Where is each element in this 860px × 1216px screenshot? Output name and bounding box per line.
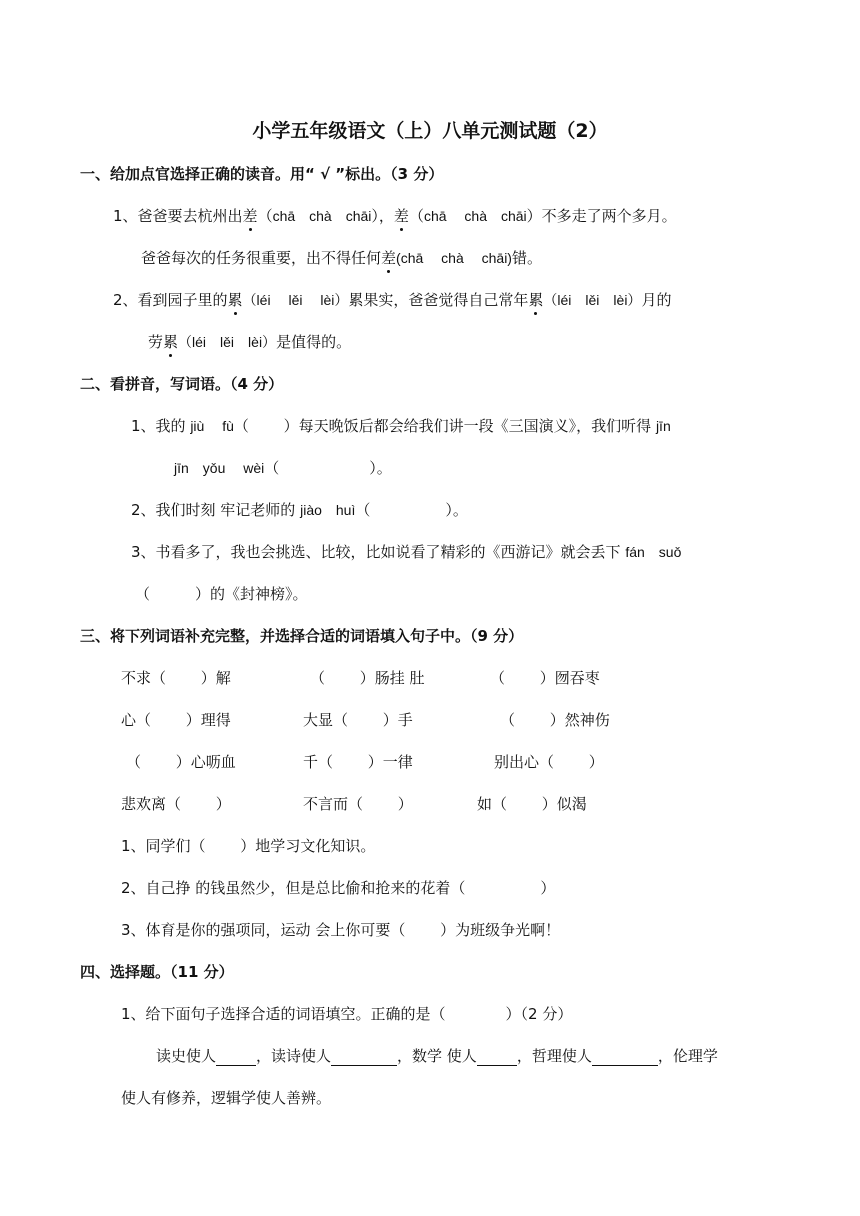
s1-q2-line1 — [113, 290, 671, 310]
section-2-heading: 二、看拼音，写词语。（4 分） — [80, 375, 284, 393]
idiom-cell[interactable]: （ ）囫吞枣 — [490, 669, 600, 687]
s2-q3-pre: 3、书看多了，我也会挑选、比较，比如说看了精彩的《西游记》就会丢下 — [131, 543, 626, 561]
s3-sentence-3[interactable]: 3、体育是你的强项同，运动 会上你可要（ ）为班级争光啊！ — [121, 921, 561, 939]
idiom-cell[interactable]: 悲欢离（ ） — [121, 795, 231, 813]
answer-blank[interactable]: （ ）。 — [355, 501, 468, 519]
s1-q1-paren: （ — [257, 207, 273, 225]
s1-q2-mid: 累果实，爸爸觉得自己常年 — [348, 291, 529, 309]
pinyin-options[interactable]: chā chà chāi — [272, 208, 372, 224]
s4-q1-passage-line1 — [156, 1046, 718, 1066]
s1-q1b-pre: 爸爸每次的任务很重要，出不得任何 — [141, 249, 382, 267]
s1-q2-pre: 2、看到园子里的 — [113, 291, 228, 309]
idiom-cell[interactable]: 如（ ）似渴 — [477, 795, 587, 813]
s2-q1-line1 — [131, 416, 671, 436]
dotted-char: 差 — [242, 207, 258, 225]
idiom-cell[interactable]: 别出心（ ） — [494, 753, 604, 771]
pinyin: fán suǒ — [625, 544, 682, 560]
dotted-char: 差 — [393, 207, 409, 225]
pinyin: jiù fù — [190, 418, 234, 434]
answer-blank[interactable]: （ ）。 — [264, 459, 392, 477]
passage-text: 读史使人 — [156, 1047, 217, 1065]
dotted-char: 累 — [163, 333, 179, 351]
idiom-cell[interactable]: （ ）肠挂 肚 — [310, 669, 425, 687]
s1-q1-pre: 1、爸爸要去杭州出 — [113, 207, 243, 225]
s1-q1-line2 — [141, 248, 542, 268]
dotted-char: 累 — [227, 291, 243, 309]
s3-sentence-2[interactable]: 2、自己挣 的钱虽然少，但是总比偷和抢来的花着（ ） — [121, 879, 556, 897]
s2-q2-line — [131, 500, 468, 520]
s1-q1-post: ）不多走了两个多月。 — [526, 207, 677, 225]
s1-q1-paren2: （ — [408, 207, 424, 225]
passage-text: ，哲理使人 — [516, 1047, 592, 1065]
s3-sentence-1[interactable]: 1、同学们（ ）地学习文化知识。 — [121, 837, 376, 855]
s1-q1-mid: ）， — [371, 207, 394, 225]
page-title: 小学五年级语文（上）八单元测试题（2） — [252, 120, 608, 142]
pinyin-options[interactable]: (chā chà chāi) — [396, 250, 512, 266]
pinyin: jīn yǒu wèi — [174, 460, 265, 476]
dotted-char: 累 — [528, 291, 544, 309]
idiom-cell[interactable]: 不言而（ ） — [303, 795, 413, 813]
s4-q1-passage-line2: 使人有修养，逻辑学使人善辨。 — [121, 1089, 332, 1107]
dotted-char: 差 — [381, 249, 397, 267]
s1-q1-line1 — [113, 206, 677, 226]
s2-q3-line2[interactable]: （ ）的《封神榜》。 — [135, 585, 308, 603]
s1-q1b-post: 错。 — [511, 249, 542, 267]
answer-blank[interactable] — [331, 1049, 397, 1066]
idiom-cell[interactable]: 不求（ ）解 — [121, 669, 231, 687]
idiom-cell[interactable]: 大显（ ）手 — [303, 711, 413, 729]
s1-q2-post: 月的 — [641, 291, 672, 309]
pinyin: jīn — [655, 418, 671, 434]
section-1-heading: 一、给加点官选择正确的读音。用“ √ ”标出。（3 分） — [80, 165, 444, 183]
s1-q2b-post: 是值得的。 — [276, 333, 352, 351]
answer-blank[interactable] — [477, 1049, 517, 1066]
pinyin-options[interactable]: （léi lěi lèi） — [242, 292, 349, 308]
idiom-cell[interactable]: （ ）心呖血 — [126, 753, 236, 771]
pinyin-options[interactable]: （léi lěi lèi） — [543, 292, 642, 308]
pinyin-options[interactable]: （léi lěi lèi） — [178, 334, 277, 350]
s4-q1[interactable]: 1、给下面句子选择合适的词语填空。正确的是（ ）（2 分） — [121, 1005, 573, 1023]
idiom-cell[interactable]: 千（ ）一律 — [303, 753, 413, 771]
s2-q1-pre: 1、我的 — [131, 417, 191, 435]
passage-text: ，读诗使人 — [256, 1047, 332, 1065]
pinyin-options[interactable]: chā chà chāi — [423, 208, 527, 224]
s1-q2-line2 — [148, 332, 351, 352]
answer-blank[interactable] — [592, 1049, 658, 1066]
s2-q1-mid[interactable]: （ ）每天晚饭后都会给我们讲一段《三国演义》，我们听得 — [233, 417, 656, 435]
passage-text: ，伦理学 — [657, 1047, 718, 1065]
section-3-heading: 三、将下列词语补充完整，并选择合适的词语填入句子中。（9 分） — [80, 627, 524, 645]
s2-q2-pre: 2、我们时刻 牢记老师的 — [131, 501, 301, 519]
s1-q2b-pre: 劳 — [148, 333, 164, 351]
section-4-heading: 四、选择题。（11 分） — [80, 963, 234, 981]
idiom-cell[interactable]: 心（ ）理得 — [121, 711, 231, 729]
passage-text: ，数学 使人 — [397, 1047, 477, 1065]
pinyin: jiào huì — [300, 502, 356, 518]
s2-q1-line2 — [174, 458, 392, 478]
s2-q3-line1 — [131, 542, 681, 562]
answer-blank[interactable] — [216, 1049, 256, 1066]
idiom-cell[interactable]: （ ）然神伤 — [500, 711, 610, 729]
